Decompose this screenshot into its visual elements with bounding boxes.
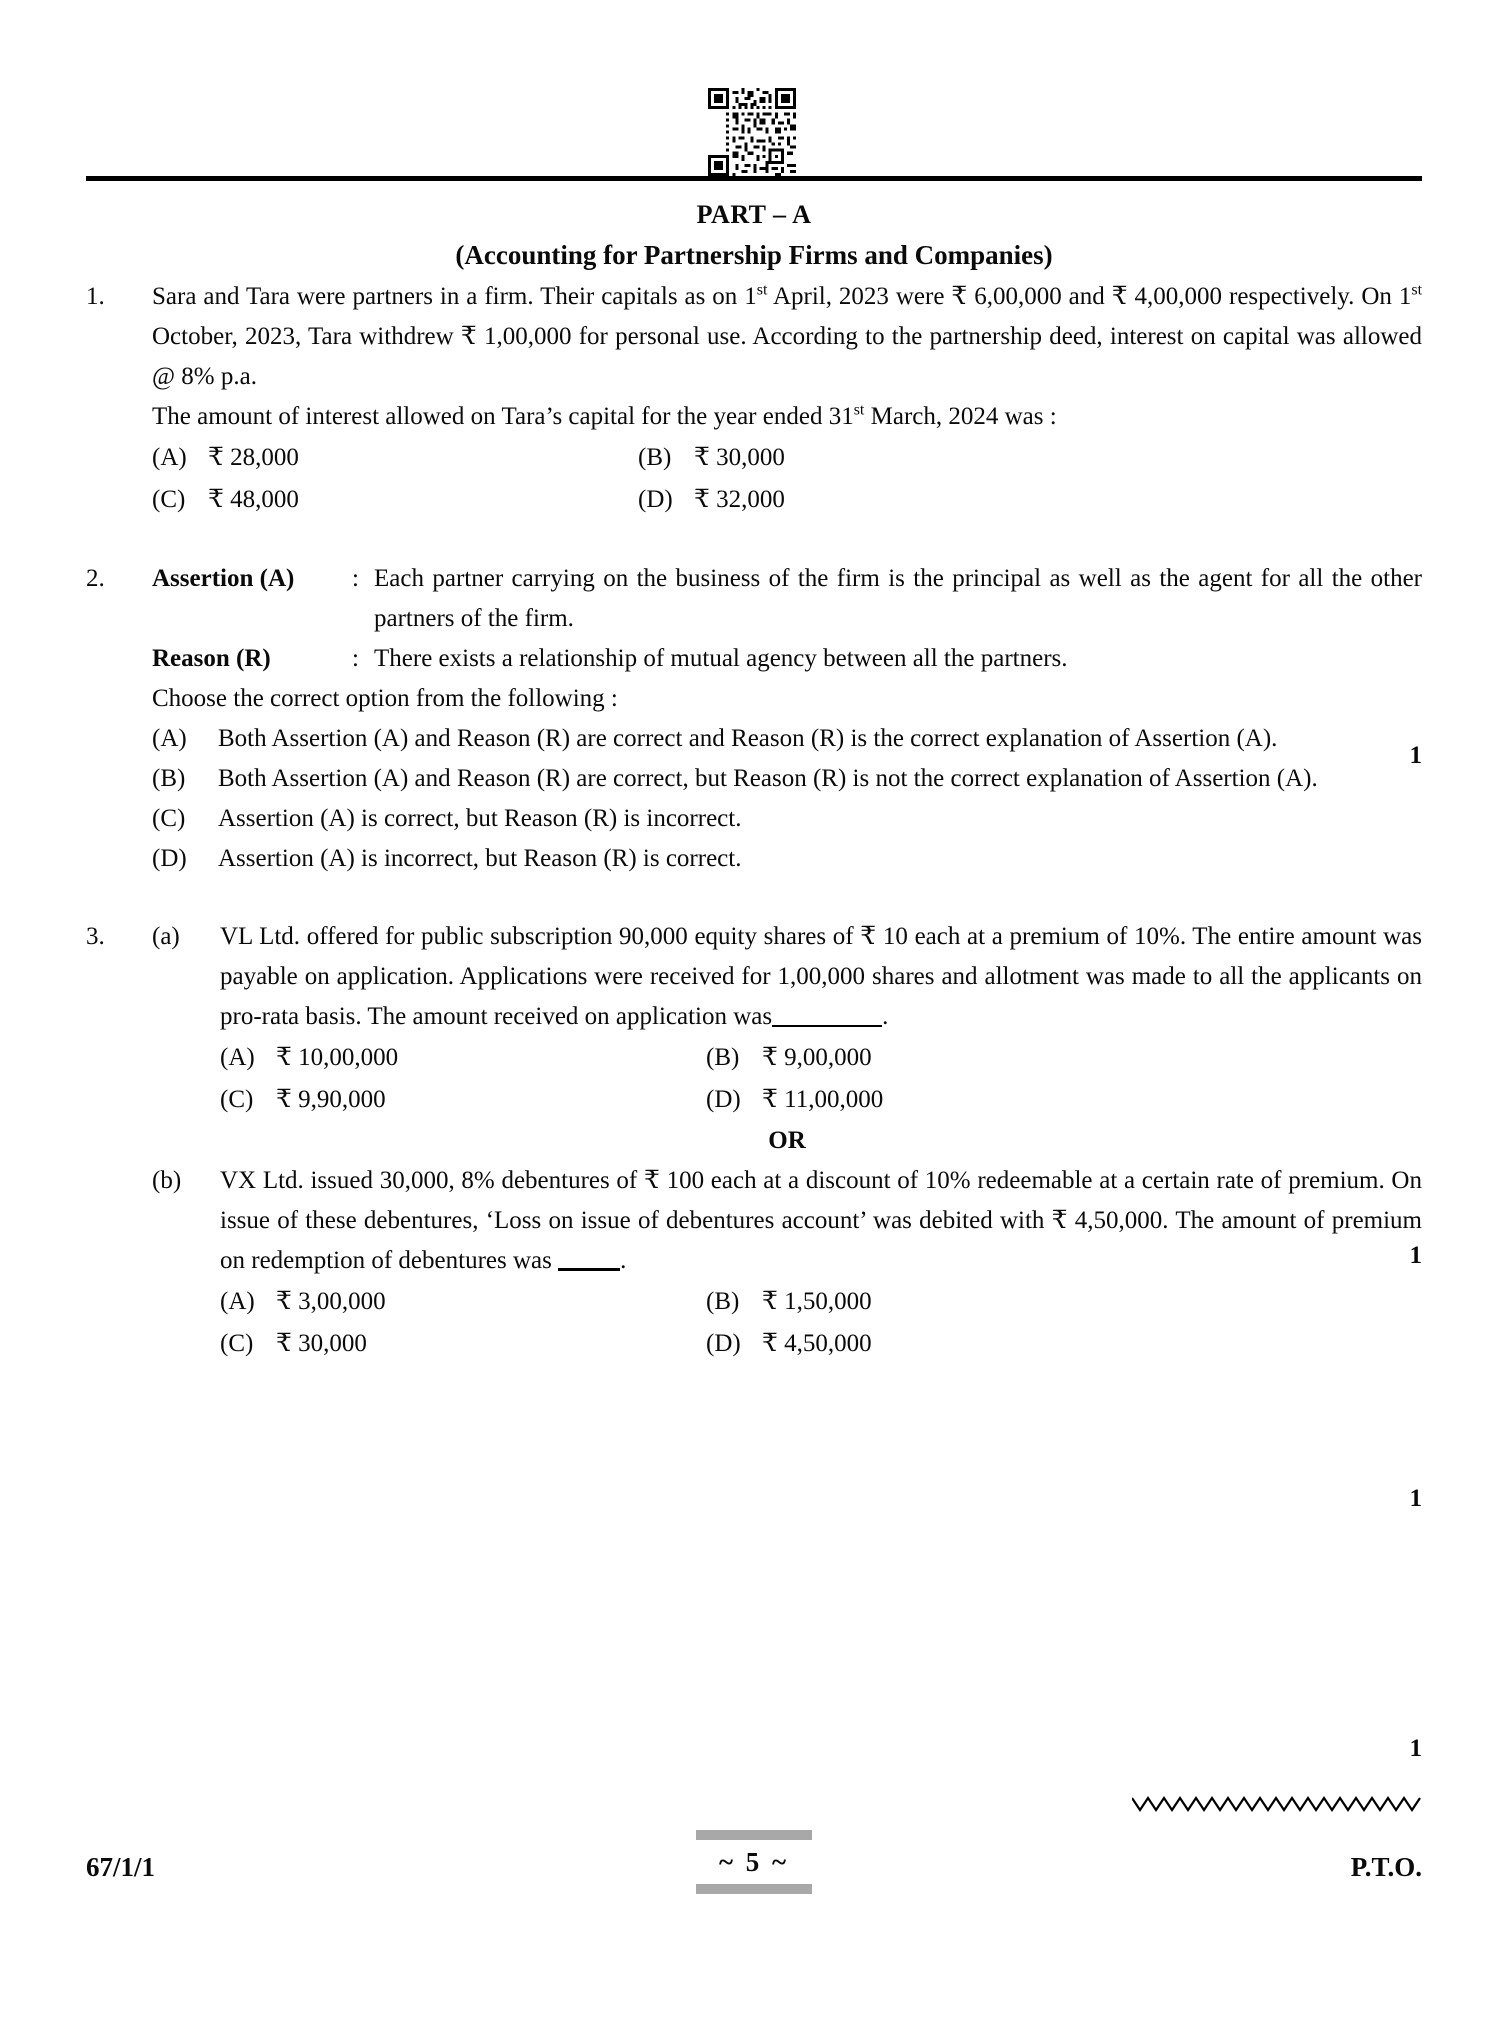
question-3b bbox=[152, 1161, 1422, 1365]
page-number-bar-top bbox=[696, 1830, 812, 1840]
option-a-label[interactable]: (A) bbox=[220, 1288, 255, 1315]
page-number-bar-bottom bbox=[696, 1884, 812, 1894]
option-b-label[interactable]: (B) bbox=[706, 1288, 740, 1315]
choose-instruction: Choose the correct option from the following : bbox=[152, 685, 618, 712]
page-number: ~ 5 ~ bbox=[718, 1847, 790, 1877]
question-3b-marks: 1 bbox=[1409, 1735, 1422, 1762]
question-2-number: 2. bbox=[86, 565, 105, 592]
question-1-stem bbox=[152, 277, 1422, 397]
question-2-options bbox=[152, 719, 1422, 879]
part-title: PART – A bbox=[696, 200, 812, 229]
option-d-label[interactable]: (D) bbox=[706, 1330, 741, 1357]
question-1-stem2-text-b: March, 2024 was : bbox=[864, 403, 1057, 430]
reason-label: Reason (R) bbox=[152, 645, 271, 672]
question-3a-text-before: VL Ltd. offered for public subscription 90,000 equity shares of ₹ 10 each at a premium of 10%. The entire amount was payable on application. Applications were received for 1,00,000 shares and allotment was made to all the applicants on pro-rata basis. The amount received on application was bbox=[220, 923, 1422, 1030]
question-1-ordinal-c: st bbox=[853, 401, 865, 419]
reason-colon: : bbox=[352, 645, 359, 672]
zigzag-decoration-icon bbox=[1132, 1792, 1422, 1816]
option-row-a[interactable] bbox=[152, 719, 1422, 759]
option-row-d[interactable] bbox=[152, 839, 1422, 879]
option-row-c[interactable] bbox=[152, 799, 1422, 839]
option-d-value[interactable]: ₹ 32,000 bbox=[694, 486, 785, 513]
pto-label: P.T.O. bbox=[1350, 1852, 1422, 1882]
option-c-value[interactable]: ₹ 30,000 bbox=[276, 1330, 367, 1357]
page-footer bbox=[86, 1830, 1422, 1920]
assertion-text: Each partner carrying on the business of the firm is the principal as well as the agent for all the other partners of the firm. bbox=[374, 565, 1422, 632]
option-a-value[interactable]: ₹ 28,000 bbox=[208, 444, 299, 471]
qr-code-icon bbox=[708, 88, 796, 176]
option-d-label: (D) bbox=[152, 845, 187, 872]
question-3b-text-after: . bbox=[620, 1247, 627, 1274]
question-1-ordinal-a: st bbox=[756, 281, 768, 299]
option-a-label: (A) bbox=[152, 725, 187, 752]
option-b-value[interactable]: ₹ 1,50,000 bbox=[762, 1288, 872, 1315]
option-d-label[interactable]: (D) bbox=[706, 1086, 741, 1113]
assertion-colon: : bbox=[352, 565, 359, 592]
option-a-value[interactable]: ₹ 10,00,000 bbox=[276, 1044, 399, 1071]
option-d-value[interactable]: ₹ 4,50,000 bbox=[762, 1330, 872, 1357]
option-c-label[interactable]: (C) bbox=[220, 1086, 254, 1113]
question-3b-text bbox=[220, 1161, 1422, 1281]
answer-blank[interactable] bbox=[772, 1025, 882, 1027]
answer-blank[interactable] bbox=[558, 1268, 620, 1271]
option-b-value[interactable]: ₹ 9,00,000 bbox=[762, 1044, 872, 1071]
option-a-label[interactable]: (A) bbox=[152, 444, 187, 471]
option-a-label[interactable]: (A) bbox=[220, 1044, 255, 1071]
question-3a-label: (a) bbox=[152, 923, 180, 950]
question-1-ordinal-b: st bbox=[1411, 281, 1423, 299]
option-b-value[interactable]: ₹ 30,000 bbox=[694, 444, 785, 471]
option-c-text: Assertion (A) is correct, but Reason (R) is incorrect. bbox=[218, 805, 742, 832]
question-3a-text-after: . bbox=[882, 1003, 889, 1030]
question-1-number: 1. bbox=[86, 283, 105, 310]
assertion-label: Assertion (A) bbox=[152, 565, 295, 592]
assertion-row bbox=[152, 559, 1422, 639]
option-a-text: Both Assertion (A) and Reason (R) are correct and Reason (R) is the correct explanation of Assertion (A). bbox=[218, 725, 1278, 752]
question-1-stem-text-b: April, 2023 were ₹ 6,00,000 and ₹ 4,00,000 respectively. On 1 bbox=[767, 283, 1412, 310]
option-b-label[interactable]: (B) bbox=[638, 444, 672, 471]
option-c-value[interactable]: ₹ 48,000 bbox=[208, 486, 299, 513]
question-3 bbox=[86, 917, 1422, 1365]
question-3a-text bbox=[220, 917, 1422, 1037]
page-content bbox=[86, 190, 1423, 1762]
question-3b-text-before: VX Ltd. issued 30,000, 8% debentures of ₹ 100 each at a discount of 10% redeemable at a certain rate of premium. On issue of these debentures, ‘Loss on issue of debentures account’ was debited with ₹ 4,50,000. The amount of premium on redemption of debentures was bbox=[220, 1167, 1422, 1274]
question-3b-label: (b) bbox=[152, 1167, 182, 1194]
option-d-text: Assertion (A) is incorrect, but Reason (R) is correct. bbox=[218, 845, 742, 872]
header-rule bbox=[86, 176, 1422, 181]
question-1-stem-text-a: Sara and Tara were partners in a firm. Their capitals as on 1 bbox=[152, 283, 757, 310]
or-separator: OR bbox=[768, 1127, 806, 1154]
option-d-label[interactable]: (D) bbox=[638, 486, 673, 513]
reason-row bbox=[152, 639, 1422, 679]
paper-code: 67/1/1 bbox=[86, 1852, 156, 1882]
option-c-label: (C) bbox=[152, 805, 186, 832]
part-subtitle: (Accounting for Partnership Firms and Companies) bbox=[455, 240, 1053, 270]
option-a-value[interactable]: ₹ 3,00,000 bbox=[276, 1288, 386, 1315]
question-3-number: 3. bbox=[86, 923, 105, 950]
option-d-value[interactable]: ₹ 11,00,000 bbox=[762, 1086, 884, 1113]
question-3b-options bbox=[220, 1281, 1422, 1365]
question-1-stem-text-c: October, 2023, Tara withdrew ₹ 1,00,000 for personal use. According to the partnership deed, interest on capital was allowed @ 8% p.a. bbox=[152, 323, 1422, 390]
question-3a-options bbox=[220, 1037, 1422, 1121]
option-c-label[interactable]: (C) bbox=[220, 1330, 254, 1357]
question-1-marks: 1 bbox=[1409, 742, 1422, 769]
option-b-label: (B) bbox=[152, 765, 186, 792]
option-b-text: Both Assertion (A) and Reason (R) are correct, but Reason (R) is not the correct explanation of Assertion (A). bbox=[218, 765, 1318, 792]
option-row-b[interactable] bbox=[152, 759, 1422, 799]
question-1-options bbox=[152, 437, 1422, 521]
option-c-label[interactable]: (C) bbox=[152, 486, 186, 513]
option-b-label[interactable]: (B) bbox=[706, 1044, 740, 1071]
question-1-stem-2 bbox=[152, 397, 1422, 437]
option-c-value[interactable]: ₹ 9,90,000 bbox=[276, 1086, 386, 1113]
question-3a bbox=[152, 917, 1422, 1121]
question-1-stem2-text-a: The amount of interest allowed on Tara’s capital for the year ended 31 bbox=[152, 403, 854, 430]
page-number-box bbox=[696, 1830, 812, 1894]
question-2-marks: 1 bbox=[1409, 1242, 1422, 1269]
reason-text: There exists a relationship of mutual agency between all the partners. bbox=[374, 645, 1068, 672]
question-3a-marks: 1 bbox=[1409, 1485, 1422, 1512]
